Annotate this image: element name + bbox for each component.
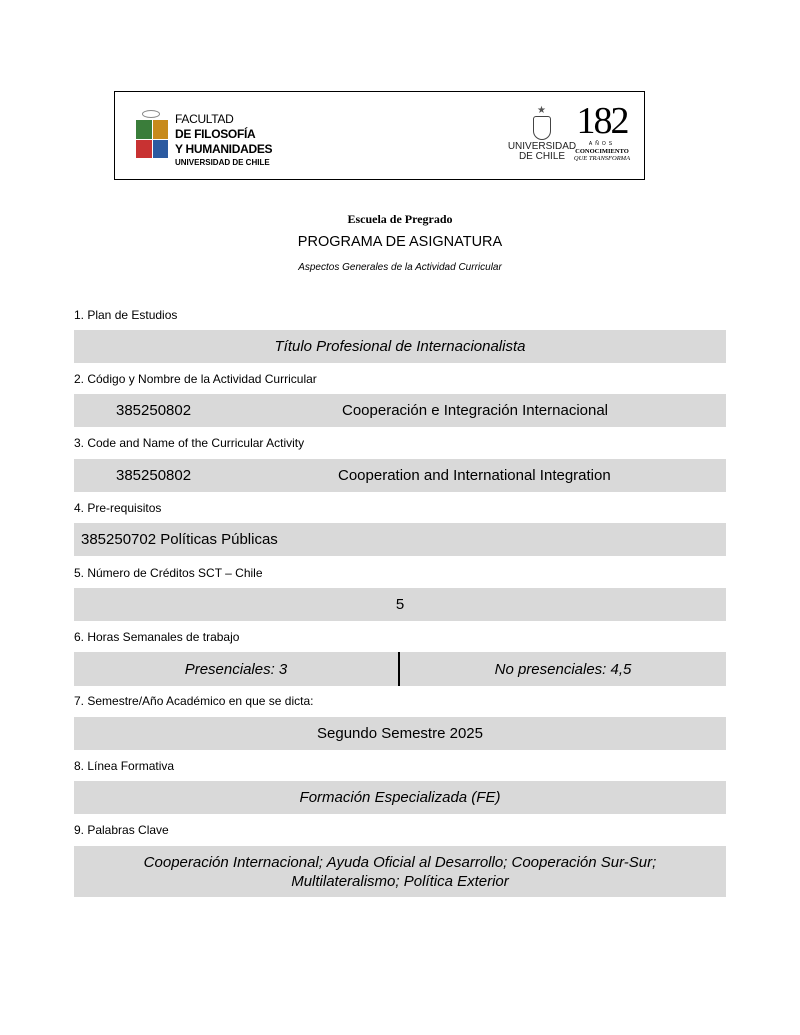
anniversary-anos: AÑOS (588, 141, 616, 147)
section-5-label: 5. Número de Créditos SCT – Chile (74, 566, 263, 580)
program-title: PROGRAMA DE ASIGNATURA (297, 234, 503, 250)
university-logo (507, 106, 577, 168)
weekly-hours-field (74, 652, 726, 686)
formative-line-value: Formación Especializada (FE) (299, 789, 501, 806)
anniversary-tag1: CONOCIMIENTO (575, 148, 629, 155)
prerequisites-value: 385250702 Políticas Públicas (81, 531, 278, 548)
study-plan-value: Título Profesional de Internacionalista (274, 338, 526, 355)
activity-code-name-en-field (74, 459, 726, 492)
study-plan-field (74, 330, 726, 363)
credits-field (74, 588, 726, 621)
faculty-logo-line2: DE FILOSOFÍA (175, 127, 256, 141)
faculty-crest-icon (135, 110, 169, 166)
activity-code: 385250802 (116, 402, 192, 419)
in-person-hours-value: Presenciales: 3 (184, 660, 288, 678)
university-logo-line1: UNIVERSIDAD (507, 141, 577, 152)
activity-name-en: Cooperation and International Integration (338, 467, 611, 484)
section-2-label: 2. Código y Nombre de la Actividad Curricular (74, 372, 317, 386)
anniversary-number: 182 (576, 100, 628, 142)
remote-hours (400, 652, 726, 686)
faculty-logo-line1: FACULTAD (175, 112, 234, 126)
activity-code-name-field (74, 394, 726, 427)
prerequisites-field (74, 523, 726, 556)
header-logo-box (114, 91, 645, 180)
credits-value: 5 (395, 596, 405, 613)
semester-value: Segundo Semestre 2025 (317, 725, 483, 742)
formative-line-field (74, 781, 726, 814)
section-7-label: 7. Semestre/Año Académico en que se dicta: (74, 694, 314, 708)
activity-name: Cooperación e Integración Internacional (342, 402, 609, 419)
anniversary-tag2: QUE TRANSFORMA (573, 155, 631, 162)
activity-code-en: 385250802 (116, 467, 192, 484)
section-1-label: 1. Plan de Estudios (74, 308, 178, 322)
faculty-logo-line4: UNIVERSIDAD DE CHILE (175, 158, 270, 167)
section-9-label: 9. Palabras Clave (74, 823, 169, 837)
section-8-label: 8. Línea Formativa (74, 759, 175, 773)
section-6-label: 6. Horas Semanales de trabajo (74, 630, 240, 644)
section-3-label: 3. Code and Name of the Curricular Activity (74, 436, 305, 450)
section-4-label: 4. Pre-requisitos (74, 501, 162, 515)
faculty-logo-line3: Y HUMANIDADES (175, 142, 273, 156)
keywords-field (74, 846, 726, 897)
anniversary-logo (571, 102, 633, 168)
faculty-logo (135, 110, 285, 168)
remote-hours-value: No presenciales: 4,5 (494, 660, 632, 678)
keywords-line2: Multilateralismo; Política Exterior (291, 872, 509, 890)
in-person-hours (74, 652, 398, 686)
semester-field (74, 717, 726, 750)
program-subtitle: Aspectos Generales de la Actividad Curricular (298, 262, 502, 273)
university-logo-line2: DE CHILE (518, 151, 566, 162)
university-crest-icon: ★ (531, 106, 553, 142)
school-name: Escuela de Pregrado (347, 212, 453, 226)
keywords-line1: Cooperación Internacional; Ayuda Oficial al Desarrollo; Cooperación Sur-Sur; (143, 853, 657, 871)
